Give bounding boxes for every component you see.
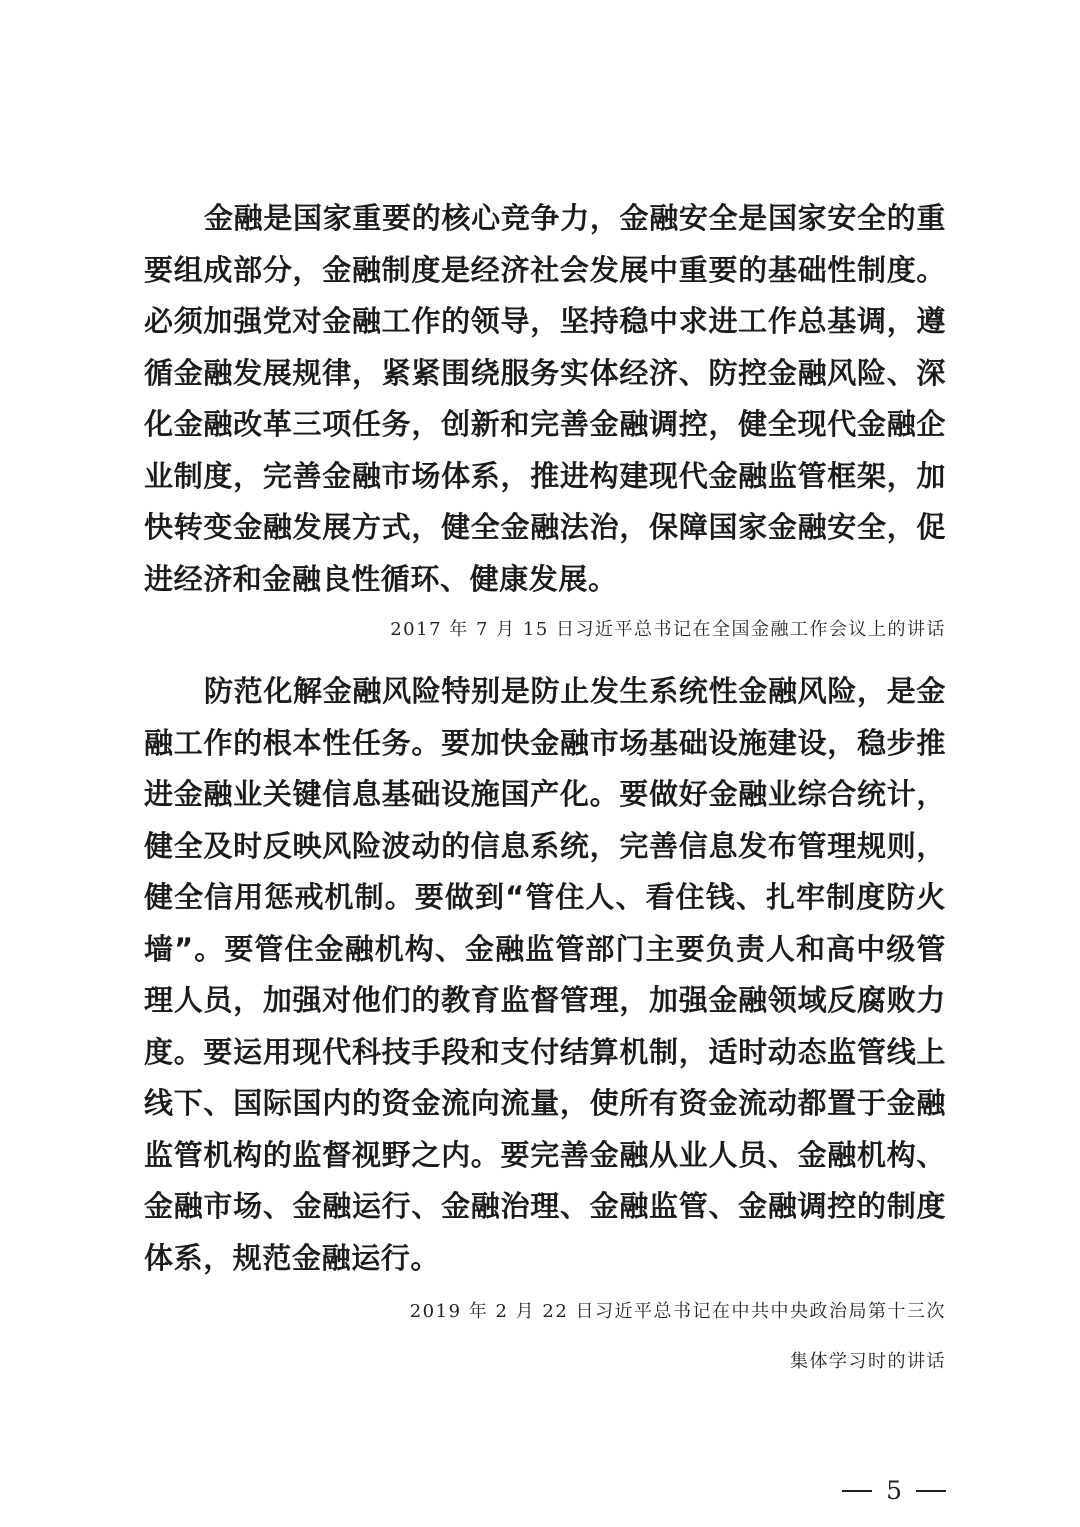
dash-decoration (842, 1490, 872, 1492)
page-number (842, 1476, 946, 1506)
quote-text: 防范化解金融风险特别是防止发生系统性金融风险，是金融工作的根本性任务。要加快金融市场基础设施建设，稳步推进金融业关键信息基础设施国产化。要做好金融业综合统计，健全及时反映风险波动的信息系统，完善信息发布管理规则，健全信用惩戒机制。要做到“管住人、看住钱、扎牢制度防火墙”。要管住金融机构、金融监管部门主要负责人和高中级管理人员，加强对他们的教育监督管理，加强金融领域反腐败力度。要运用现代科技手段和支付结算机制，适时动态监管线上线下、国际国内的资金流向流量，使所有资金流动都置于金融监管机构的监督视野之内。要完善金融从业人员、金融机构、金融市场、金融运行、金融治理、金融监管、金融调控的制度体系，规范金融运行。 (144, 674, 946, 1275)
page-number-value: 5 (886, 1476, 902, 1505)
quote-attribution: 2017 年 7 月 15 日习近平总书记在全国金融工作会议上的讲话 (390, 619, 946, 640)
quote-attribution: 2019 年 2 月 22 日习近平总书记在中共中央政治局第十三次 (409, 1301, 946, 1322)
dash-decoration (916, 1490, 946, 1492)
quote-attribution-continued: 集体学习时的讲话 (790, 1351, 946, 1372)
quote-block (144, 193, 946, 652)
quote-block (144, 666, 946, 1384)
quote-text: 金融是国家重要的核心竞争力，金融安全是国家安全的重要组成部分，金融制度是经济社会发展中重要的基础性制度。必须加强党对金融工作的领导，坚持稳中求进工作总基调，遵循金融发展规律，紧紧围绕服务实体经济、防控金融风险、深化金融改革三项任务，创新和完善金融调控，健全现代金融企业制度，完善金融市场体系，推进构建现代金融监管框架，加快转变金融发展方式，健全金融法治，保障国家金融安全，促进经济和金融良性循环、健康发展。 (144, 201, 946, 596)
